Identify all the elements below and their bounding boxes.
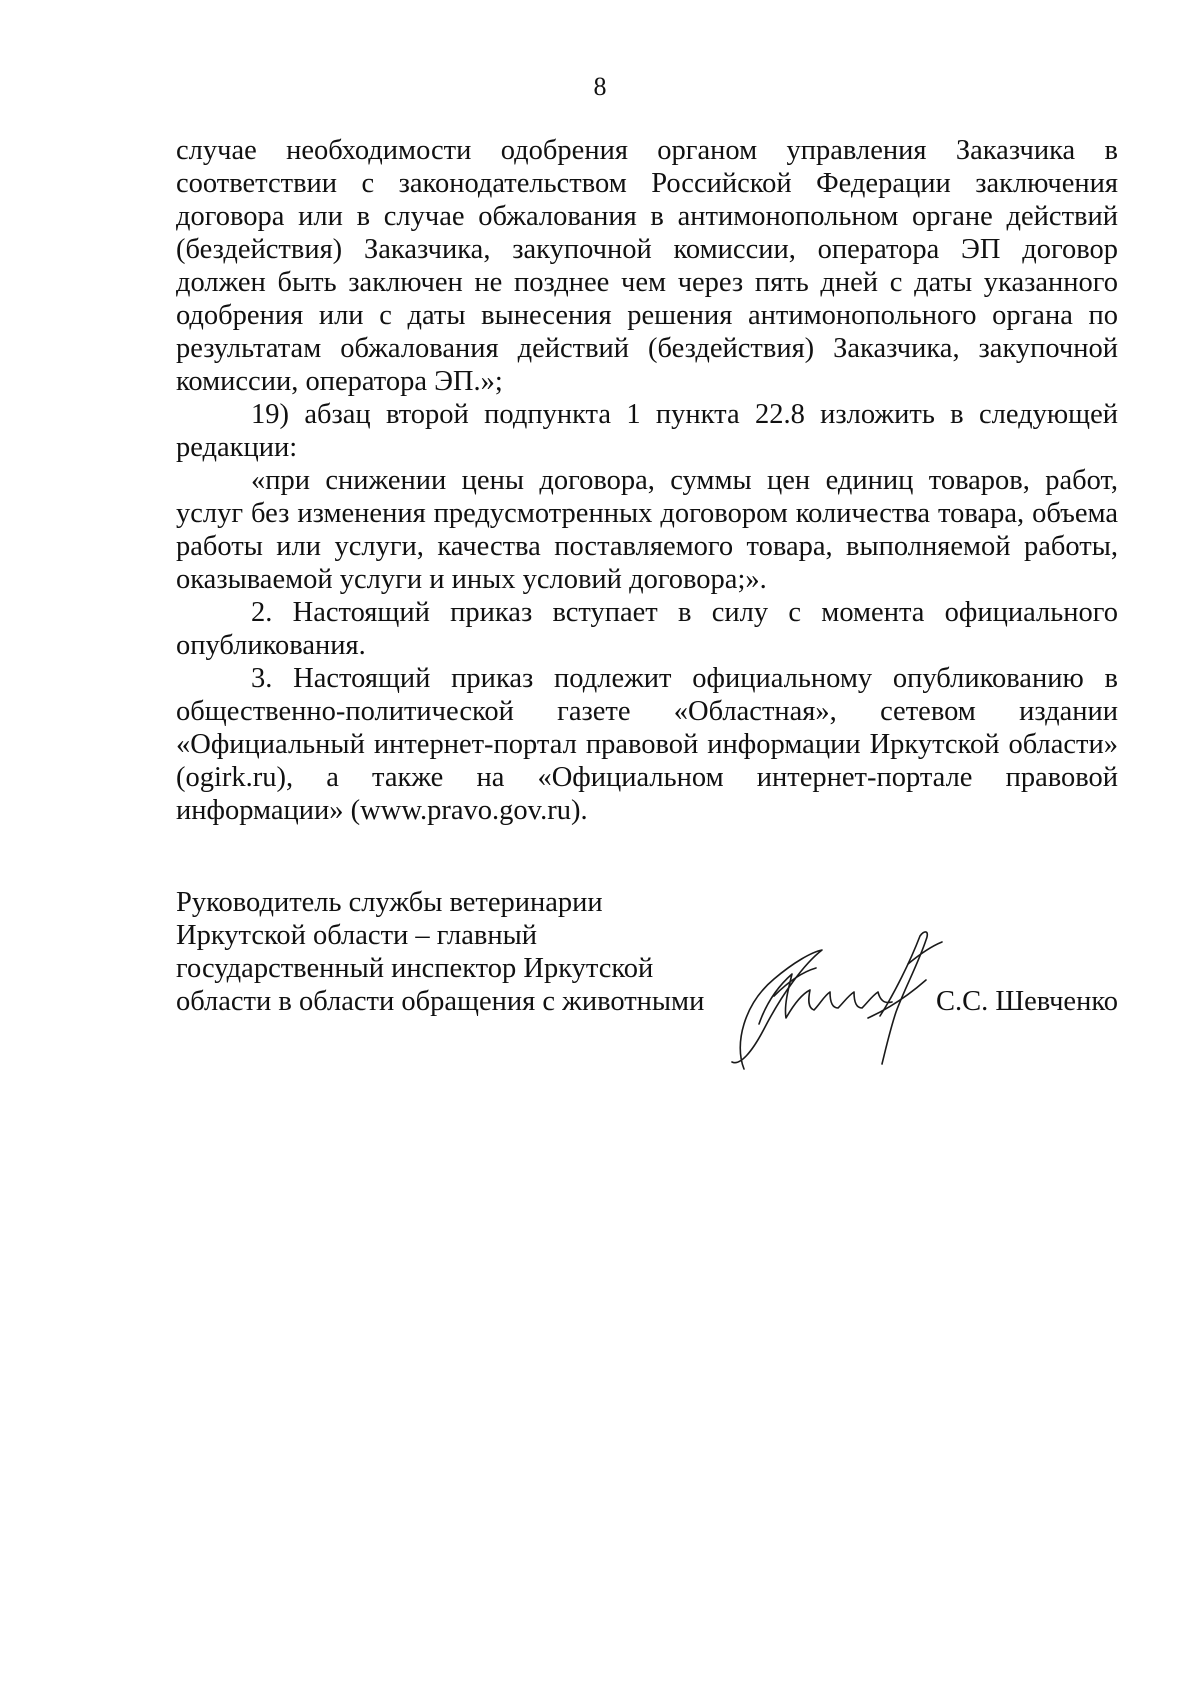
paragraph-item-19: 19) абзац второй подпункта 1 пункта 22.8 изложить в следующей редакции: <box>176 399 1118 463</box>
paragraph-continuation: случае необходимости одобрения органом управления Заказчика в соответствии с законодательством Российской Федерации заключения договора или в случае обжалования в антимонопольном органе действий (бездействия) Заказчика, закупочной комиссии, оператора ЭП договор должен быть заключен не позднее чем через пять дней с даты указанного одобрения или с даты вынесения решения антимонопольного органа по результатам обжалования действий (бездействия) Заказчика, закупочной комиссии, оператора ЭП.»; <box>176 135 1118 397</box>
paragraph-quoted-amendment: «при снижении цены договора, суммы цен единиц товаров, работ, услуг без изменения предусмотренных договором количества товара, объема работы или услуги, качества поставляемого товара, выполняемой работы, оказываемой услуги и иных условий договора;». <box>176 465 1118 595</box>
signature-strokes <box>732 932 942 1069</box>
signer-position-line: области в области обращения с животными <box>176 986 705 1017</box>
signer-position-line: Руководитель службы ветеринарии <box>176 887 603 918</box>
paragraph-item-3: 3. Настоящий приказ подлежит официальному опубликованию в общественно-политической газете «Областная», сетевом издании «Официальный интернет-портал правовой информации Иркутской области» (ogirk.ru), а также на «Официальном интернет-портале правовой информации» (www.pravo.gov.ru). <box>176 663 1118 826</box>
handwritten-signature <box>704 924 944 1074</box>
document-body <box>176 134 1118 827</box>
signature-block <box>176 886 1118 1086</box>
signer-position-line: Иркутской области – главный <box>176 920 537 951</box>
signer-name: С.С. Шевченко <box>935 986 1118 1017</box>
page-number: 8 <box>593 72 607 101</box>
signer-position-line: государственный инспектор Иркутской <box>176 953 654 984</box>
paragraph-item-2: 2. Настоящий приказ вступает в силу с момента официального опубликования. <box>176 597 1118 661</box>
